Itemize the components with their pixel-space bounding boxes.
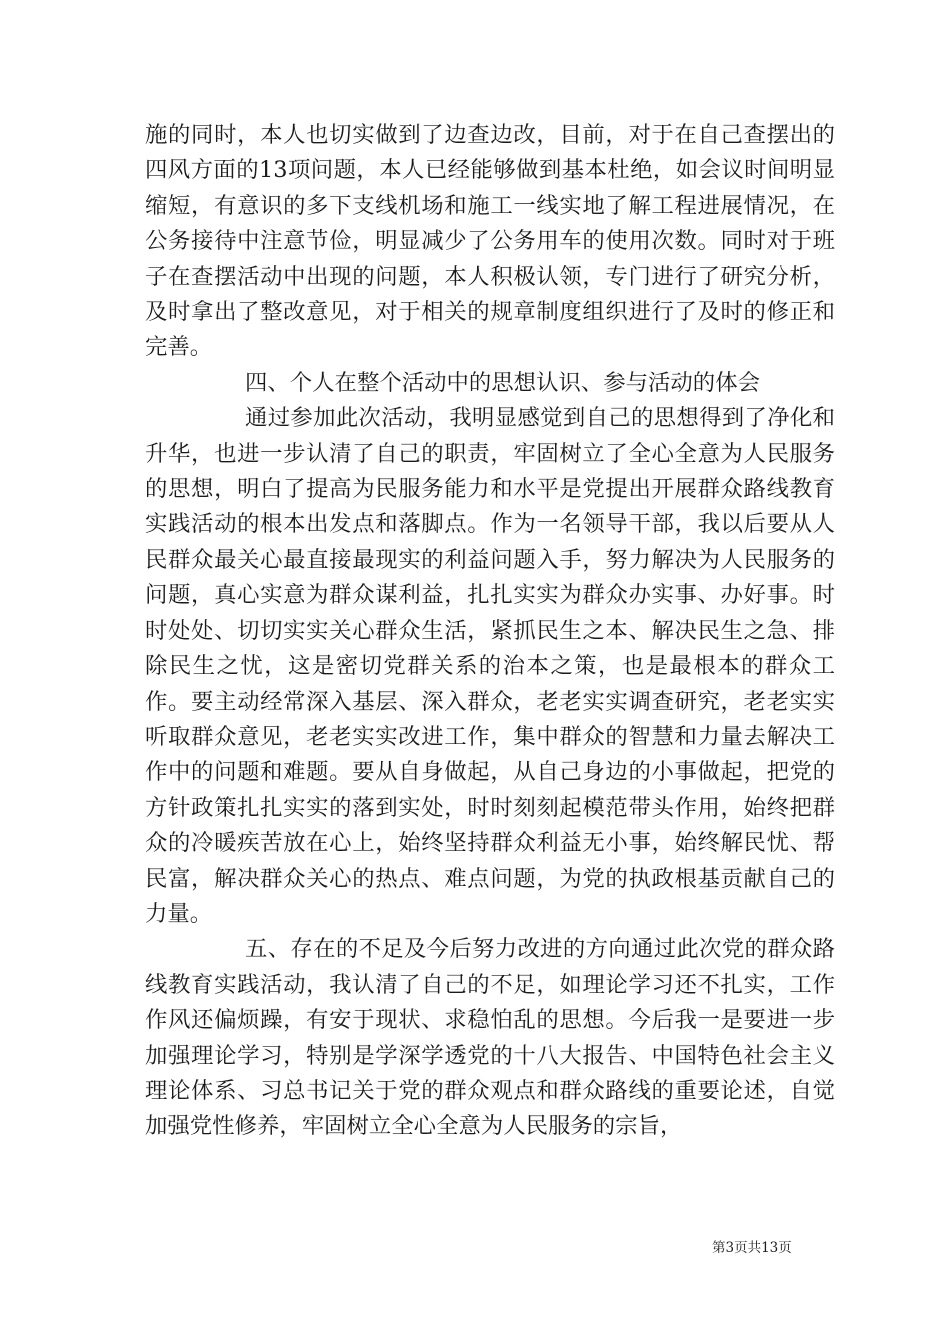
paragraph-continuation: 施的同时，本人也切实做到了边查边改，目前，对于在自己查摆出的四风方面的13项问题，本人已经能够做到基本杜绝，如会议时间明显缩短，有意识的多下支线机场和施工一线实地了解工程进展情况，在公务接待中注意节俭，明显减少了公务用车的使用次数。同时对于班子在查摆活动中出现的问题，本人积极认领，专门进行了研究分析，及时拿出了整改意见，对于相关的规章制度组织进行了及时的修正和完善。 [145, 122, 835, 361]
page-number: 第3页共13页 [712, 1240, 792, 1256]
paragraph-reflection: 通过参加此次活动，我明显感觉到自己的思想得到了净化和升华，也进一步认清了自己的职责，牢固树立了全心全意为人民服务的思想，明白了提高为民服务能力和水平是党提出开展群众路线教育实践活动的根本出发点和落脚点。作为一名领导干部，我以后要从人民群众最关心最直接最现实的利益问题入手，努力解决为人民服务的问题，真心实意为群众谋利益，扎扎实实为群众办实事、办好事。时时处处、切切实实关心群众生活，紧抓民生之本、解决民生之急、排除民生之忧，这是密切党群关系的治本之策，也是最根本的群众工作。要主动经常深入基层、深入群众，老老实实调查研究，老老实实听取群众意见，老老实实改进工作，集中群众的智慧和力量去解决工作中的问题和难题。要从自身做起，从自己身边的小事做起，把党的方针政策扎扎实实的落到实处，时时刻刻起模范带头作用，始终把群众的冷暖疾苦放在心上，始终坚持群众利益无小事，始终解民忧、帮民富，解决群众关心的热点、难点问题，为党的执政根基贡献自己的力量。 [145, 405, 835, 927]
section-heading-four: 四、个人在整个活动中的思想认识、参与活动的体会 [245, 369, 760, 396]
body-text [145, 118, 835, 1145]
section-heading-five: 五、存在的不足及今后努力改进的方向通过此次党的群众路线教育实践活动，我认清了自己的不足，如理论学习还不扎实，工作作风还偏烦躁，有安于现状、求稳怕乱的思想。今后我一是要进一步加强理论学习，特别是学深学透党的十八大报告、中国特色社会主义理论体系、习总书记关于党的群众观点和群众路线的重要论述，自觉加强党性修养，牢固树立全心全意为人民服务的宗旨， [145, 936, 835, 1140]
